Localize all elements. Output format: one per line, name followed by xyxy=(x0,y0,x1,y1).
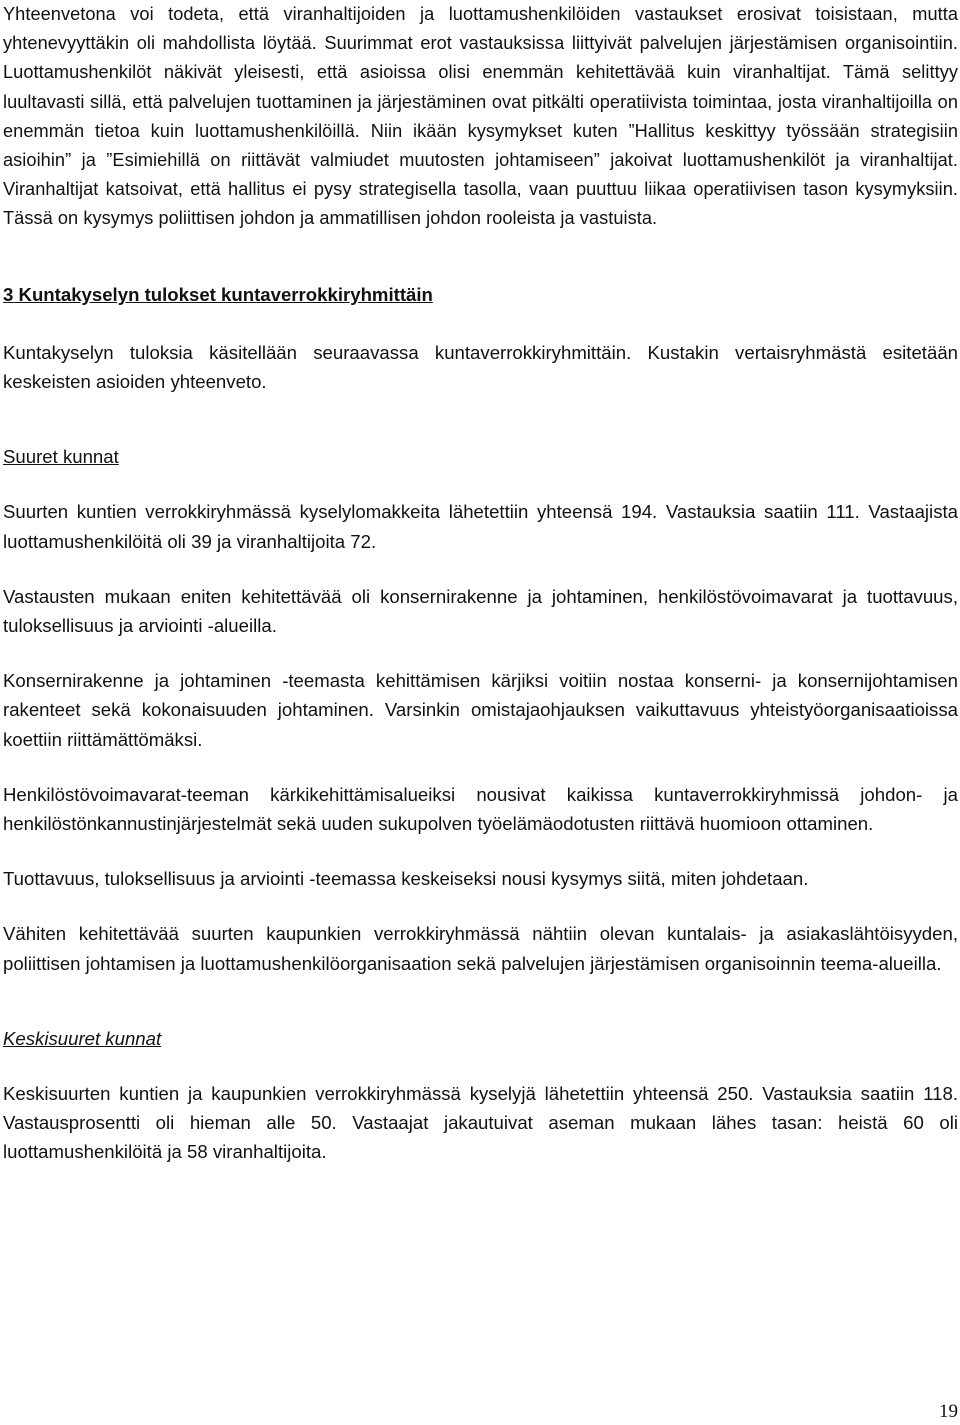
subheading-medium-municipalities: Keskisuuret kunnat xyxy=(3,1027,162,1049)
document-page xyxy=(3,0,958,1167)
large-municipalities-paragraph-6: Vähiten kehitettävää suurten kaupunkien verrokkiryhmässä nähtiin olevan kuntalais- ja asiakaslähtöisyyden, poliittisen johtamisen ja luottamushenkilöorganisaation sekä palvelujen järjestämisen organisoinnin teema-alueilla. xyxy=(3,923,958,974)
page-number: 19 xyxy=(939,1401,958,1422)
large-municipalities-paragraph-5: Tuottavuus, tuloksellisuus ja arviointi -teemassa keskeiseksi nousi kysymys siitä, miten johdetaan. xyxy=(3,868,809,890)
section-title: Kuntakyselyn tulokset kuntaverrokkiryhmittäin xyxy=(18,283,433,305)
summary-paragraph: Yhteenvetona voi todeta, että viranhaltijoiden ja luottamushenkilöiden vastaukset erosivat toisistaan, mutta yhtenevyyttäkin oli mahdollista löytää. Suurimmat erot vastauksissa liittyivät palvelujen järjestämisen organisointiin. Luottamushenkilöt näkivät yleisesti, että asioissa olisi enemmän kehitettävää kuin viranhaltijat. Tämä selittyy luultavasti sillä, että palvelujen tuottaminen ja järjestäminen ovat pitkälti operatiivista toimintaa, josta viranhaltijoilla on enemmän tietoa kuin luottamushenkilöillä. Niin ikään kysymykset kuten ”Hallitus keskittyy työssään strategisiin asioihin” ja ”Esimiehillä on riittävät valmiudet muutosten johtamiseen” jakoivat luottamushenkilöt ja viranhaltijat. Viranhaltijat katsoivat, että hallitus ei pysy strategisella tasolla, vaan puuttuu liikaa operatiivisen tason kysymyksiin. Tässä on kysymys poliittisen johdon ja ammatillisen johdon rooleista ja vastuista. xyxy=(3,4,958,229)
large-municipalities-paragraph-2: Vastausten mukaan eniten kehitettävää oli konsernirakenne ja johtaminen, henkilöstövoimavarat ja tuottavuus, tuloksellisuus ja arviointi -alueilla. xyxy=(3,585,958,637)
subheading-large-municipalities: Suuret kunnat xyxy=(3,446,119,468)
large-municipalities-paragraph-4: Henkilöstövoimavarat-teeman kärkikehittämisalueiksi nousivat kaikissa kuntaverrokkiryhmissä johdon- ja henkilöstönkannustinjärjestelmät sekä uuden sukupolven työelämäodotusten riittävä huomioon ottaminen. xyxy=(3,783,958,835)
section-intro-paragraph: Kuntakyselyn tuloksia käsitellään seuraavassa kuntaverrokkiryhmittäin. Kustakin vertaisryhmästä esitetään keskeisten asioiden yhteenveto. xyxy=(3,341,958,393)
medium-municipalities-paragraph-1: Keskisuurten kuntien ja kaupunkien verrokkiryhmässä kyselyjä lähetettiin yhteensä 250. Vastauksia saatiin 118. Vastausprosentti oli hieman alle 50. Vastaajat jakautuivat aseman mukaan lähes tasan: heistä 60 oli luottamushenkilöitä ja 58 viranhaltijoita. xyxy=(3,1083,958,1163)
section-number: 3 xyxy=(3,283,14,305)
large-municipalities-paragraph-3: Konsernirakenne ja johtaminen -teemasta kehittämisen kärjiksi voitiin nostaa konserni- ja konsernijohtamisen rakenteet sekä kokonaisuuden johtaminen. Varsinkin omistajaohjauksen vaikuttavuus yhteistyöorganisaatioissa koettiin riittämättömäksi. xyxy=(3,670,958,750)
large-municipalities-paragraph-1: Suurten kuntien verrokkiryhmässä kyselylomakkeita lähetettiin yhteensä 194. Vastauksia saatiin 111. Vastaajista luottamushenkilöitä oli 39 ja viranhaltijoita 72. xyxy=(3,501,958,552)
section-heading xyxy=(3,280,958,309)
